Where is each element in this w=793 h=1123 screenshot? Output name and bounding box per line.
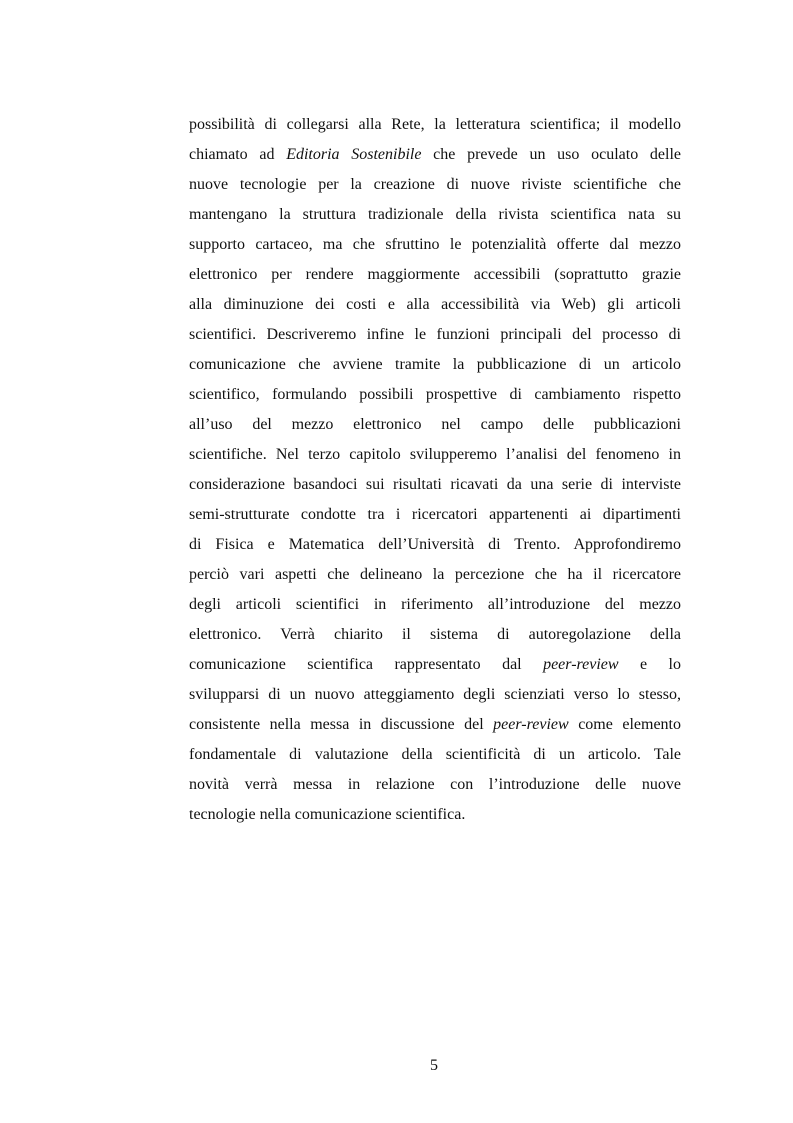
text-line [189, 800, 681, 830]
text-segment: tecnologie nella comunicazione scientifica. [189, 806, 466, 823]
text-line [189, 440, 681, 470]
italic-term: peer-review [543, 656, 619, 673]
text-line [189, 380, 681, 410]
text-line [189, 260, 681, 290]
text-segment: svilupparsi di un nuovo atteggiamento degli scienziati verso lo stesso, [189, 686, 681, 703]
text-line [189, 530, 681, 560]
text-segment: perciò vari aspetti che delineano la percezione che ha il ricercatore [189, 566, 681, 583]
text-line [189, 200, 681, 230]
text-segment: scientifici. Descriveremo infine le funzioni principali del processo di [189, 326, 681, 343]
text-line [189, 110, 681, 140]
text-line [189, 590, 681, 620]
text-line [189, 710, 681, 740]
italic-term: Editoria Sostenibile [286, 146, 422, 163]
text-line [189, 680, 681, 710]
page-number: 5 [430, 1057, 438, 1074]
text-line [189, 500, 681, 530]
text-segment: nuove tecnologie per la creazione di nuove riviste scientifiche che [189, 176, 681, 193]
text-line [189, 620, 681, 650]
text-segment: considerazione basandoci sui risultati ricavati da una serie di interviste [189, 476, 681, 493]
text-line [189, 320, 681, 350]
text-segment: fondamentale di valutazione della scientificità di un articolo. Tale [189, 746, 681, 763]
text-segment: mantengano la struttura tradizionale della rivista scientifica nata su [189, 206, 681, 223]
text-line [189, 650, 681, 680]
text-line [189, 140, 681, 170]
text-segment: elettronico per rendere maggiormente accessibili (soprattutto grazie [189, 266, 681, 283]
text-segment: novità verrà messa in relazione con l’introduzione delle nuove [189, 776, 681, 793]
text-segment: chiamato ad [189, 146, 287, 163]
text-segment: che prevede un uso oculato delle [421, 146, 682, 163]
text-segment: consistente nella messa in discussione del [189, 716, 494, 733]
text-segment: degli articoli scientifici in riferimento all’introduzione del mezzo [189, 596, 681, 613]
text-segment: elettronico. Verrà chiarito il sistema di autoregolazione della [189, 626, 681, 643]
text-line [189, 230, 681, 260]
text-line [189, 170, 681, 200]
text-line [189, 470, 681, 500]
text-segment: e lo [618, 656, 682, 673]
text-line [189, 770, 681, 800]
body-paragraph [189, 110, 681, 830]
text-line [189, 290, 681, 320]
text-line [189, 410, 681, 440]
text-line [189, 350, 681, 380]
text-segment: semi-strutturate condotte tra i ricercatori appartenenti ai dipartimenti [189, 506, 681, 523]
italic-term: peer-review [493, 716, 569, 733]
text-line [189, 740, 681, 770]
text-segment: supporto cartaceo, ma che sfruttino le potenzialità offerte dal mezzo [189, 236, 681, 253]
text-segment: scientifiche. Nel terzo capitolo svilupperemo l’analisi del fenomeno in [189, 446, 681, 463]
text-segment: scientifico, formulando possibili prospettive di cambiamento rispetto [189, 386, 681, 403]
text-segment: comunicazione scientifica rappresentato dal [189, 656, 544, 673]
text-segment: alla diminuzione dei costi e alla accessibilità via Web) gli articoli [189, 296, 681, 313]
text-segment: di Fisica e Matematica dell’Università di Trento. Approfondiremo [189, 536, 681, 553]
text-segment: comunicazione che avviene tramite la pubblicazione di un articolo [189, 356, 681, 373]
text-segment: all’uso del mezzo elettronico nel campo delle pubblicazioni [189, 416, 681, 433]
text-segment: possibilità di collegarsi alla Rete, la letteratura scientifica; il modello [189, 116, 681, 133]
text-line [189, 560, 681, 590]
text-segment: come elemento [568, 716, 681, 733]
